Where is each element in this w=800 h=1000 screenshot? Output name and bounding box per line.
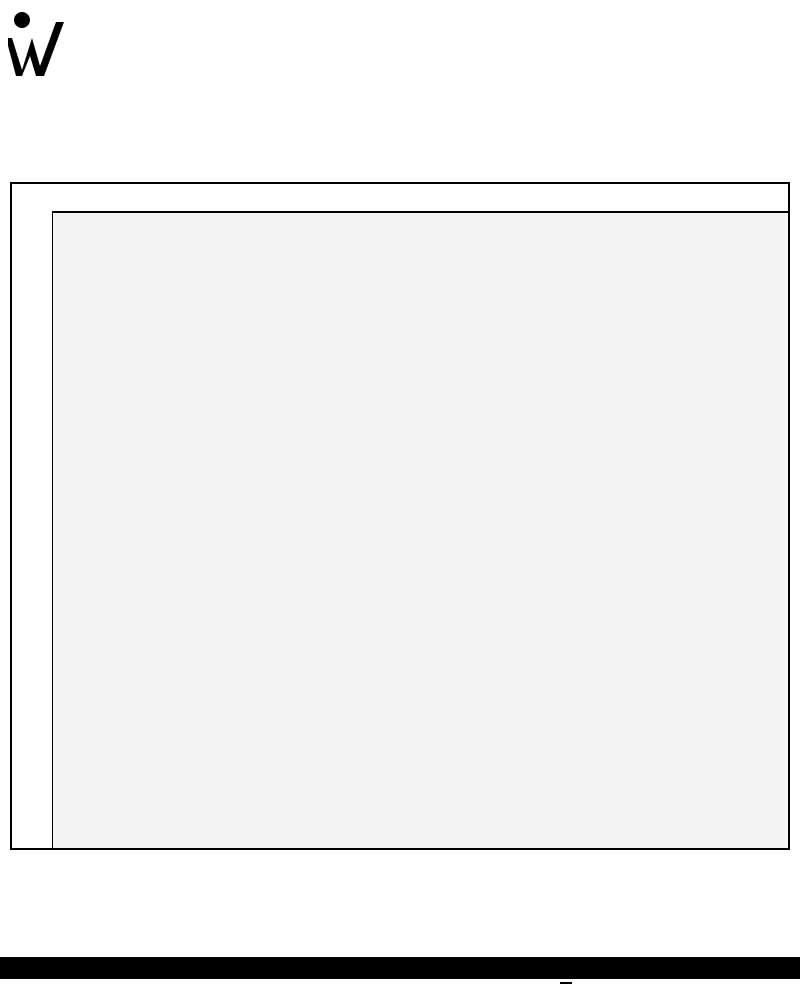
footer-bar (0, 957, 800, 979)
header (0, 0, 800, 88)
table-header (12, 184, 788, 213)
bottom-strip (0, 981, 800, 1000)
logo-icon (8, 8, 68, 78)
section-label (560, 982, 572, 984)
route-table (10, 182, 790, 850)
side-label (12, 211, 53, 848)
